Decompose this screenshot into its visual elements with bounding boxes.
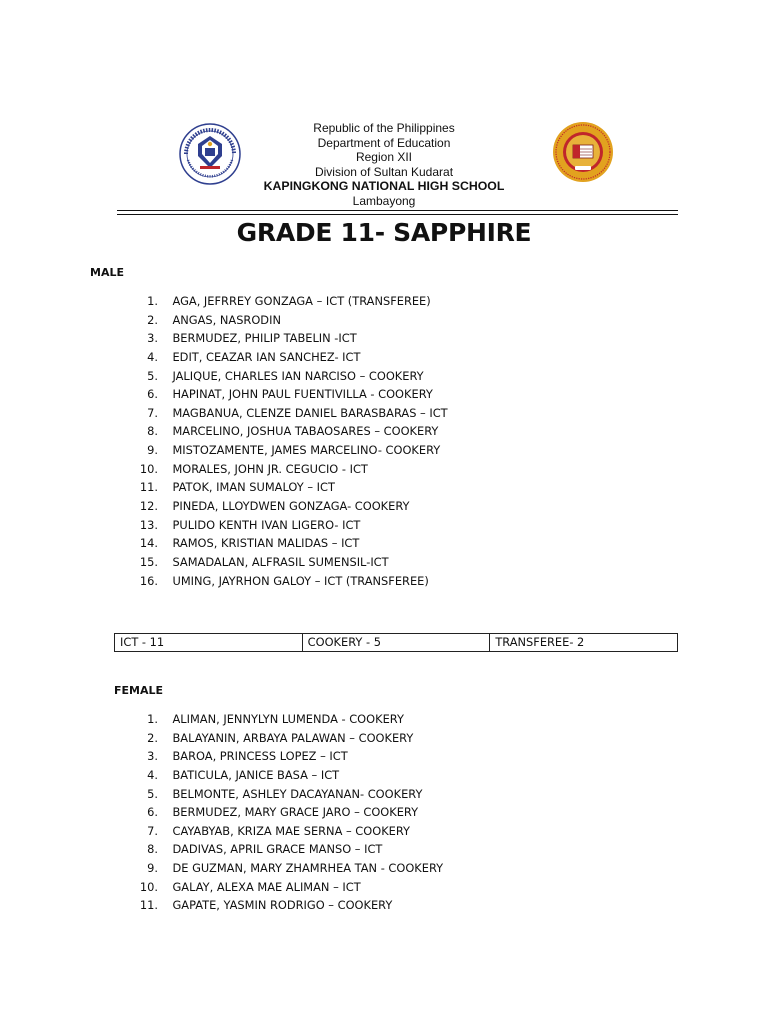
header-line-department: Department of Education [317,135,451,150]
document-header [232,121,536,209]
list-item [120,896,443,915]
student-name: ALIMAN, JENNYLYN LUMENDA - COOKERY [172,712,404,726]
student-name: GALAY, ALEXA MAE ALIMAN – ICT [172,879,361,894]
list-item [120,534,448,553]
student-name: DE GUZMAN, MARY ZHAMRHEA TAN - COOKERY [172,861,444,876]
list-item [120,385,448,404]
list-item-number: 13. [139,517,158,532]
student-name: BAROA, PRINCESS LOPEZ – ICT [172,749,348,764]
list-item-number: 5. [147,368,158,383]
list-item-number: 3. [147,331,158,346]
student-name: PULIDO KENTH IVAN LIGERO- ICT [172,517,361,532]
list-item [120,348,448,367]
student-name: BELMONTE, ASHLEY DACAYANAN- COOKERY [172,786,423,801]
summary-cookery-count: COOKERY - 5 [302,634,490,652]
student-name: GAPATE, YASMIN RODRIGO – COOKERY [172,898,393,913]
list-item [120,478,448,497]
list-item-number: 6. [147,387,158,402]
list-item [120,747,443,766]
student-name: BALAYANIN, ARBAYA PALAWAN – COOKERY [172,730,414,745]
student-name: PATOK, IMAN SUMALOY – ICT [172,480,335,495]
summary-row [115,634,678,652]
student-name: BERMUDEZ, PHILIP TABELIN -ICT [172,331,357,346]
list-item [120,497,448,516]
student-name: ANGAS, NASRODIN [172,312,281,327]
list-item-number: 12. [139,499,158,514]
list-item-number: 15. [139,554,158,569]
student-name: MAGBANUA, CLENZE DANIEL BARASBARAS – ICT [172,405,448,420]
list-item [120,311,448,330]
list-item-number: 10. [139,461,158,476]
student-name: AGA, JEFRREY GONZAGA – ICT (TRANSFEREE) [172,294,431,308]
list-item [120,367,448,386]
student-name: EDIT, CEAZAR IAN SANCHEZ- ICT [172,349,361,364]
school-name: KAPINGKONG NATIONAL HIGH SCHOOL [263,179,505,194]
list-item-number: 14. [139,536,158,551]
summary-ict-count: ICT - 11 [115,634,303,652]
school-seal-logo [550,121,616,183]
header-line-region: Region XII [355,150,413,165]
list-item-number: 10. [139,879,158,894]
list-item-number: 2. [147,312,158,327]
list-item [120,878,443,897]
student-name: BERMUDEZ, MARY GRACE JARO – COOKERY [172,805,419,820]
list-item [120,785,443,804]
list-item-number: 3. [147,749,158,764]
student-name: SAMADALAN, ALFRASIL SUMENSIL-ICT [172,554,389,569]
student-name: UMING, JAYRHON GALOY – ICT (TRANSFEREE) [172,573,429,588]
header-divider-thick [117,210,678,211]
list-item [120,404,448,423]
female-section-label: FEMALE [114,684,164,697]
list-item-number: 6. [147,805,158,820]
track-summary-table [114,633,678,652]
female-student-list [120,710,443,915]
list-item [120,729,443,748]
student-name: MARCELINO, JOSHUA TABAOSARES – COOKERY [172,424,439,439]
list-item [120,460,448,479]
summary-transferee-count: TRANSFEREE- 2 [490,634,678,652]
student-name: DADIVAS, APRIL GRACE MANSO – ICT [172,842,383,857]
list-item [120,840,443,859]
list-item [120,803,443,822]
list-item-number: 5. [147,786,158,801]
header-line-republic: Republic of the Philippines [313,121,455,135]
list-item-number: 2. [147,730,158,745]
list-item-number: 4. [147,767,158,782]
male-student-list [120,292,448,590]
list-item-number: 1. [147,294,158,308]
list-item-number: 16. [139,573,158,588]
list-item-number: 11. [139,898,158,913]
page-title: GRADE 11- SAPPHIRE [236,218,532,247]
list-item-number: 9. [147,861,158,876]
list-item [120,766,443,785]
student-name: JALIQUE, CHARLES IAN NARCISO – COOKERY [172,368,424,383]
list-item [120,441,448,460]
list-item-number: 1. [147,712,158,726]
header-line-division: Division of Sultan Kudarat [314,164,454,179]
list-item [120,553,448,572]
list-item-number: 4. [147,349,158,364]
list-item [120,329,448,348]
student-name: MISTOZAMENTE, JAMES MARCELINO- COOKERY [172,443,441,458]
list-item-number: 8. [147,424,158,439]
list-item-number: 7. [147,823,158,838]
student-name: BATICULA, JANICE BASA – ICT [172,767,340,782]
list-item-number: 7. [147,405,158,420]
list-item-number: 9. [147,443,158,458]
student-name: MORALES, JOHN JR. CEGUCIO - ICT [172,461,368,476]
student-name: PINEDA, LLOYDWEN GONZAGA- COOKERY [172,499,410,514]
student-name: RAMOS, KRISTIAN MALIDAS – ICT [172,536,360,551]
list-item [120,859,443,878]
list-item [120,822,443,841]
list-item [120,516,448,535]
list-item [120,292,448,311]
male-section-label: MALE [90,266,124,279]
list-item-number: 8. [147,842,158,857]
school-location: Lambayong [352,193,416,208]
list-item-number: 11. [139,480,158,495]
list-item [120,710,443,729]
student-name: CAYABYAB, KRIZA MAE SERNA – COOKERY [172,823,411,838]
list-item [120,572,448,591]
list-item [120,422,448,441]
student-name: HAPINAT, JOHN PAUL FUENTIVILLA - COOKERY [172,387,433,402]
